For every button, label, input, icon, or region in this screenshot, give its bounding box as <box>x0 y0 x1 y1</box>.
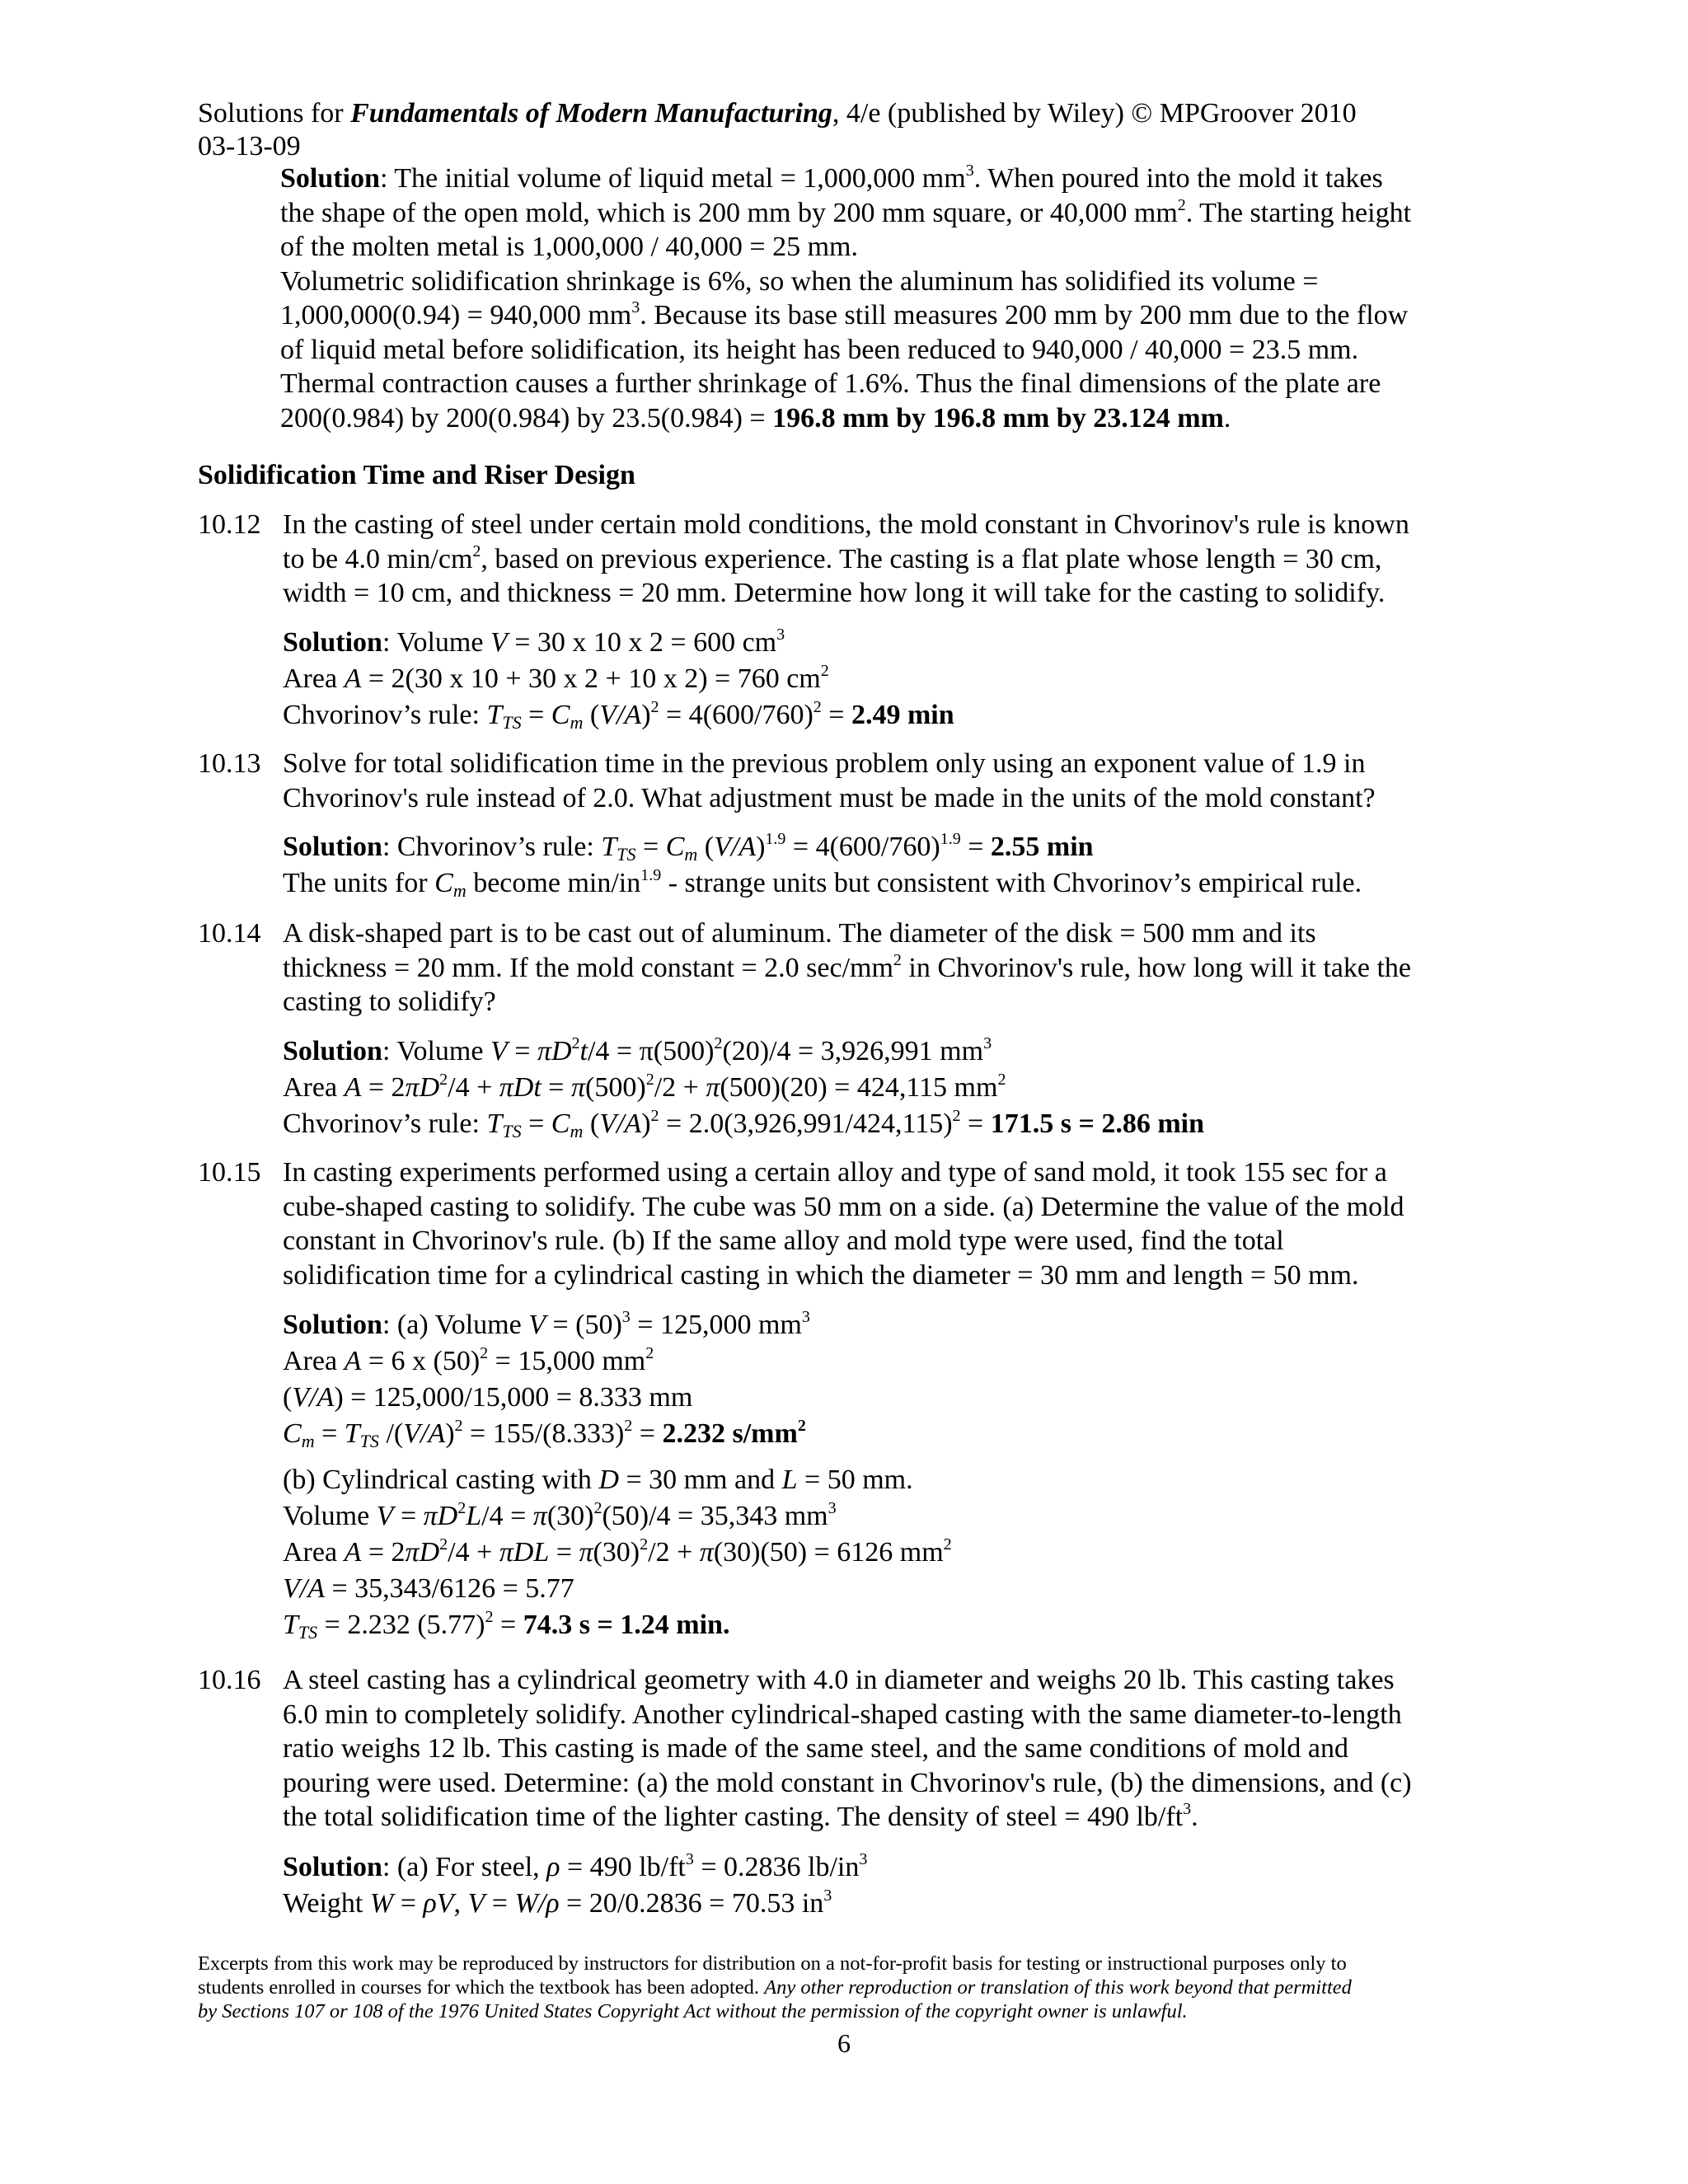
solution-line <box>283 1307 1519 1343</box>
var: A <box>344 1537 362 1568</box>
text: = <box>521 700 551 730</box>
var: T <box>344 1418 360 1449</box>
superscript: 3 <box>801 1308 810 1326</box>
superscript: 2 <box>485 1608 494 1626</box>
problem-solution <box>283 829 1519 902</box>
var: π <box>706 1072 720 1103</box>
problem-line: pouring were used. Determine: (a) the mold constant in Chvorinov's rule, (b) the dimensions, and (c) <box>283 1767 1412 1798</box>
text: = <box>960 1108 991 1139</box>
var: V/A <box>403 1418 446 1449</box>
text: (30)(50) = 6126 mm <box>713 1537 944 1568</box>
subscript: m <box>570 1121 584 1141</box>
footer-line <box>198 1975 1517 1999</box>
superscript: 2 <box>997 1071 1006 1089</box>
superscript: 2 <box>472 541 481 560</box>
text: = 30 mm and <box>618 1465 782 1495</box>
solution-label: Solution <box>280 163 380 194</box>
text: = 35,343/6126 = 5.77 <box>324 1573 574 1604</box>
text: . <box>1223 402 1231 434</box>
superscript: 3 <box>965 162 974 180</box>
superscript: 2 <box>813 698 822 716</box>
subscript: m <box>301 1431 315 1451</box>
text: , based on previous experience. The casting is a flat plate whose length = 30 cm, <box>481 543 1382 574</box>
text: ) = 125,000/15,000 = 8.333 mm <box>334 1382 693 1413</box>
text: ) <box>641 1108 651 1139</box>
text: ( <box>697 832 715 862</box>
text: Area <box>283 663 345 694</box>
text: = <box>821 700 851 730</box>
text: 1,000,000(0.94) = 940,000 mm <box>280 300 632 330</box>
text: = <box>393 1501 424 1531</box>
problem-line <box>283 1800 1519 1835</box>
text: = 125,000 mm <box>630 1310 802 1340</box>
solution-line <box>283 1571 1519 1607</box>
text: = <box>549 1537 579 1568</box>
var: C <box>283 1418 302 1449</box>
var: V <box>490 1036 508 1066</box>
text: ( <box>583 700 600 730</box>
text: = 50 mm. <box>797 1465 913 1495</box>
text: = <box>632 1418 663 1449</box>
solution-line <box>283 1535 1519 1571</box>
solution-line: Volumetric solidification shrinkage is 6%, so when the aluminum has solidified its volume = <box>280 265 1319 297</box>
var: ρ <box>546 1852 560 1882</box>
solution-line <box>280 162 1500 196</box>
var: L <box>781 1465 798 1495</box>
problem-number: 10.13 <box>198 748 261 779</box>
var: πDt <box>499 1072 542 1103</box>
problem-number: 10.12 <box>198 509 261 540</box>
solution-line <box>283 1070 1519 1106</box>
text: = 2.232 (5.77) <box>317 1610 485 1640</box>
var: V/A <box>283 1573 325 1604</box>
var: W <box>369 1888 394 1919</box>
solution-label: Solution <box>283 1310 382 1340</box>
text: = <box>393 1888 424 1919</box>
solution-label: Solution <box>283 1852 382 1882</box>
text: to be 4.0 min/cm <box>283 543 473 574</box>
text: = 155/(8.333) <box>462 1418 625 1449</box>
problem-statement <box>283 916 1519 1019</box>
solution-line <box>283 1106 1519 1142</box>
final-answer: 2.55 min <box>990 832 1094 862</box>
footer-line: by Sections 107 or 108 of the 1976 United States Copyright Act without the permission of the copyright owner is unlawful. <box>198 2000 1188 2022</box>
superscript: 2 <box>645 1344 654 1362</box>
problem-number: 10.15 <box>198 1157 261 1188</box>
text: = 2 <box>361 1537 406 1568</box>
subscript: m <box>452 880 467 901</box>
text: = 490 lb/ft <box>560 1852 686 1882</box>
text: = 2.0(3,926,991/424,115) <box>659 1108 953 1139</box>
superscript: 2 <box>457 1499 467 1517</box>
subscript: m <box>570 712 584 733</box>
text: = <box>635 832 666 862</box>
var: t <box>579 1036 588 1066</box>
problem-solution <box>283 1307 1519 1643</box>
superscript: 2 <box>797 1417 806 1435</box>
problem-number: 10.14 <box>198 918 261 949</box>
text: ) <box>756 832 766 862</box>
text: : Volume <box>382 1036 490 1066</box>
page-header <box>198 97 1517 163</box>
superscript: 2 <box>480 1344 489 1362</box>
text: . The starting height <box>1185 197 1412 228</box>
superscript: 2 <box>820 662 829 680</box>
text: = <box>493 1610 523 1640</box>
subscript: TS <box>298 1622 318 1643</box>
var: πDL <box>499 1537 550 1568</box>
var: πD <box>537 1036 572 1066</box>
subscript: TS <box>502 1121 522 1141</box>
var: V/A <box>292 1382 335 1413</box>
superscript: 2 <box>624 1417 633 1435</box>
text: . When poured into the mold it takes <box>973 163 1383 194</box>
problem-line <box>283 951 1519 986</box>
top-solution <box>280 162 1500 435</box>
superscript: 1.9 <box>940 830 961 848</box>
var: V/A <box>599 700 642 730</box>
solution-line <box>283 1416 1519 1452</box>
text: (500) <box>585 1072 646 1103</box>
text: Any other reproduction or translation of this work beyond that permitted <box>764 1976 1352 1999</box>
text: = <box>541 1072 571 1103</box>
superscript: 3 <box>859 1850 868 1868</box>
problem-solution <box>283 1849 1519 1922</box>
superscript: 2 <box>714 1034 723 1052</box>
solution-label: Solution <box>283 627 382 658</box>
spacer <box>283 1452 1519 1462</box>
text: thickness = 20 mm. If the mold constant = 2.0 sec/mm <box>283 952 893 983</box>
problem-line: In casting experiments performed using a certain alloy and type of sand mold, it took 155 sec for a <box>283 1157 1387 1188</box>
var: A <box>344 663 362 694</box>
final-answer: 171.5 s = 2.86 min <box>990 1108 1205 1139</box>
text: : Chvorinov’s rule: <box>382 832 602 862</box>
footer-line: Excerpts from this work may be reproduced by instructors for distribution on a not-for-profit basis for testing or instructional purposes only to <box>198 1952 1347 1975</box>
var: V/A <box>714 832 757 862</box>
problem-line: A disk-shaped part is to be cast out of aluminum. The diameter of the disk = 500 mm and its <box>283 918 1316 949</box>
text: = <box>521 1108 551 1139</box>
text: students enrolled in courses for which the textbook has been adopted. <box>198 1976 765 1999</box>
solution-line <box>280 196 1500 231</box>
solution-line: Thermal contraction causes a further shrinkage of 1.6%. Thus the final dimensions of the plate are <box>280 368 1381 399</box>
text: = 4(600/760) <box>659 700 814 730</box>
var: C <box>434 868 453 898</box>
var: A <box>344 1346 362 1376</box>
superscript: 3 <box>823 1886 832 1905</box>
solution-line <box>283 1380 1519 1416</box>
text: ) <box>641 700 651 730</box>
text: . <box>1191 1802 1198 1832</box>
problem-solution <box>283 625 1519 733</box>
solution-line <box>283 625 1519 661</box>
var: C <box>551 700 570 730</box>
superscript: 2 <box>893 950 902 969</box>
final-answer: 2.49 min <box>851 700 954 730</box>
var: π <box>570 1072 586 1103</box>
superscript: 2 <box>571 1034 580 1052</box>
problem-line: constant in Chvorinov's rule. (b) If the same alloy and mold type were used, find the total <box>283 1226 1284 1256</box>
text: : (a) Volume <box>382 1310 529 1340</box>
solution-line: of liquid metal before solidification, its height has been reduced to 940,000 / 40,000 = 23.5 mm. <box>280 334 1359 365</box>
superscript: 2 <box>640 1535 649 1554</box>
text: /4 = <box>481 1501 533 1531</box>
problem-statement <box>283 747 1519 815</box>
var: D <box>598 1465 619 1495</box>
var: V <box>467 1888 485 1919</box>
superscript: 2 <box>650 1107 659 1125</box>
superscript: 1.9 <box>640 866 662 884</box>
var: V <box>376 1501 394 1531</box>
header-suffix: , 4/e (published by Wiley) © MPGroover 2010 <box>832 98 1357 129</box>
solution-line: of the molten metal is 1,000,000 / 40,000 = 25 mm. <box>280 232 859 262</box>
text: The units for <box>283 868 435 898</box>
text: (30) <box>593 1537 640 1568</box>
text: 200(0.984) by 200(0.984) by 23.5(0.984) = <box>280 402 773 434</box>
superscript: 3 <box>828 1499 837 1517</box>
subscript: m <box>684 844 698 865</box>
problem-statement <box>283 1663 1519 1835</box>
final-answer: 74.3 s = 1.24 min. <box>523 1610 730 1640</box>
text: become min/in <box>466 868 641 898</box>
superscript: 3 <box>631 298 640 316</box>
solution-line <box>283 1033 1519 1070</box>
text: /2 + <box>648 1537 700 1568</box>
var: πD <box>423 1501 458 1531</box>
superscript: 3 <box>776 626 785 644</box>
superscript: 2 <box>1177 195 1186 214</box>
var: T <box>283 1610 298 1640</box>
copyright-footer <box>198 1952 1517 2023</box>
text: ( <box>283 1382 293 1413</box>
text: Weight <box>283 1888 370 1919</box>
var: V <box>490 627 508 658</box>
superscript: 2 <box>439 1535 448 1554</box>
problem-statement <box>283 1155 1519 1292</box>
var: πD <box>405 1537 440 1568</box>
final-answer: 2.232 s/mm <box>662 1418 798 1449</box>
text: Area <box>283 1537 345 1568</box>
solution-line <box>283 865 1519 902</box>
problem-line: cube-shaped casting to solidify. The cube was 50 mm on a side. (a) Determine the value of the mold <box>283 1191 1404 1222</box>
text: Volume <box>283 1501 377 1531</box>
superscript: 2 <box>952 1107 961 1125</box>
header-date: 03-13-09 <box>198 131 301 162</box>
text: : (a) For steel, <box>382 1852 547 1882</box>
text: (30) <box>546 1501 594 1531</box>
solution-label: Solution <box>283 1036 382 1066</box>
text: : Volume <box>382 627 490 658</box>
var: π <box>699 1537 714 1568</box>
var: T <box>486 1108 503 1139</box>
problem-line <box>283 542 1519 577</box>
subscript: TS <box>617 844 636 865</box>
text: Area <box>283 1346 345 1376</box>
var: L <box>466 1501 482 1531</box>
var: T <box>601 832 617 862</box>
superscript: 3 <box>621 1308 631 1326</box>
text: Chvorinov’s rule: <box>283 700 487 730</box>
superscript: 2 <box>943 1535 952 1554</box>
text: /4 + <box>448 1072 499 1103</box>
text: Chvorinov’s rule: <box>283 1108 487 1139</box>
var: C <box>551 1108 570 1139</box>
superscript: 3 <box>1183 1800 1192 1818</box>
superscript: 3 <box>983 1034 992 1052</box>
text: : The initial volume of liquid metal = 1,000,000 mm <box>379 163 966 194</box>
text: /( <box>378 1418 404 1449</box>
text: (20)/4 = 3,926,991 mm <box>722 1036 984 1066</box>
text: = (50) <box>545 1310 622 1340</box>
text: , <box>453 1888 468 1919</box>
header-prefix: Solutions for <box>198 98 351 129</box>
section-title: Solidification Time and Riser Design <box>198 460 635 490</box>
superscript: 2 <box>439 1071 448 1089</box>
var: A <box>344 1072 362 1103</box>
text: = <box>485 1888 515 1919</box>
var: V/A <box>599 1108 642 1139</box>
superscript: 1.9 <box>765 830 786 848</box>
superscript: 2 <box>650 698 659 716</box>
solution-line <box>283 1849 1519 1886</box>
var: V <box>528 1310 546 1340</box>
superscript: 2 <box>593 1499 603 1517</box>
text: in Chvorinov's rule, how long will it take the <box>901 952 1411 983</box>
var: π <box>532 1501 547 1531</box>
var: W/ρ <box>514 1888 560 1919</box>
solution-line <box>283 829 1519 865</box>
superscript: 2 <box>645 1071 654 1089</box>
text: = <box>507 1036 537 1066</box>
problem-line: Solve for total solidification time in the previous problem only using an exponent value of 1.9 in <box>283 748 1366 779</box>
text: = <box>960 832 991 862</box>
problem-line: Chvorinov's rule instead of 2.0. What adjustment must be made in the units of the mold constant? <box>283 782 1376 813</box>
superscript: 2 <box>454 1417 463 1435</box>
text: the shape of the open mold, which is 200 mm by 200 mm square, or 40,000 mm <box>280 197 1178 228</box>
text: /4 = π(500) <box>587 1036 715 1066</box>
var: T <box>486 700 503 730</box>
solution-label: Solution <box>283 832 382 862</box>
final-answer: 196.8 mm by 196.8 mm by 23.124 mm <box>772 402 1224 434</box>
text: ) <box>445 1418 455 1449</box>
problem-number: 10.16 <box>198 1665 261 1695</box>
text: Area <box>283 1072 345 1103</box>
header-line <box>198 97 1517 130</box>
text: = 20/0.2836 = 70.53 in <box>559 1888 824 1919</box>
text: = <box>314 1418 345 1449</box>
var: πD <box>405 1072 440 1103</box>
book-title: Fundamentals of Modern Manufacturing <box>350 98 832 129</box>
text: = 2(30 x 10 + 30 x 2 + 10 x 2) = 760 cm <box>361 663 821 694</box>
subscript: TS <box>359 1431 379 1451</box>
text: ( <box>583 1108 600 1139</box>
text: = 0.2836 lb/in <box>693 1852 860 1882</box>
problem-line: 6.0 min to completely solidify. Another cylindrical-shaped casting with the same diameter-to-length <box>283 1699 1402 1730</box>
text: = 4(600/760) <box>785 832 940 862</box>
page-number: 6 <box>837 2028 851 2058</box>
problem-line: In the casting of steel under certain mold conditions, the mold constant in Chvorinov's rule is known <box>283 509 1409 540</box>
solution-line <box>283 1462 1519 1498</box>
text: = 15,000 mm <box>488 1346 646 1376</box>
text: (50)/4 = 35,343 mm <box>602 1501 828 1531</box>
text: (500)(20) = 424,115 mm <box>720 1072 998 1103</box>
text: = 30 x 10 x 2 = 600 cm <box>507 627 777 658</box>
superscript: 3 <box>685 1850 694 1868</box>
solution-line <box>283 661 1519 697</box>
problem-line: ratio weighs 12 lb. This casting is made of the same steel, and the same conditions of mold and <box>283 1733 1348 1764</box>
solution-line <box>283 1607 1519 1643</box>
solution-line <box>280 401 1500 436</box>
problem-line: casting to solidify? <box>283 987 496 1017</box>
text: = 6 x (50) <box>361 1346 481 1376</box>
text: /4 + <box>448 1537 499 1568</box>
text: the total solidification time of the lighter casting. The density of steel = 490 lb/ft <box>283 1802 1184 1832</box>
solution-line <box>283 1498 1519 1535</box>
text: - strange units but consistent with Chvorinov’s empirical rule. <box>661 868 1362 898</box>
text: (b) Cylindrical casting with <box>283 1465 599 1495</box>
text: . Because its base still measures 200 mm by 200 mm due to the flow <box>640 300 1409 330</box>
subscript: TS <box>502 712 522 733</box>
var: C <box>665 832 685 862</box>
text: /2 + <box>654 1072 706 1103</box>
problem-solution <box>283 1033 1519 1142</box>
var: ρV <box>423 1888 454 1919</box>
problem-line: A steel casting has a cylindrical geometry with 4.0 in diameter and weighs 20 lb. This casting takes <box>283 1665 1395 1695</box>
text: = 2 <box>361 1072 406 1103</box>
problem-line: solidification time for a cylindrical casting in which the diameter = 30 mm and length = 50 mm. <box>283 1259 1359 1291</box>
solution-line <box>280 298 1500 333</box>
solution-line <box>283 1343 1519 1380</box>
var: π <box>579 1537 593 1568</box>
problem-statement <box>283 508 1519 611</box>
solution-line <box>283 697 1519 733</box>
solution-line <box>283 1886 1519 1922</box>
problem-line: width = 10 cm, and thickness = 20 mm. Determine how long it will take for the casting to solidify. <box>283 578 1386 608</box>
